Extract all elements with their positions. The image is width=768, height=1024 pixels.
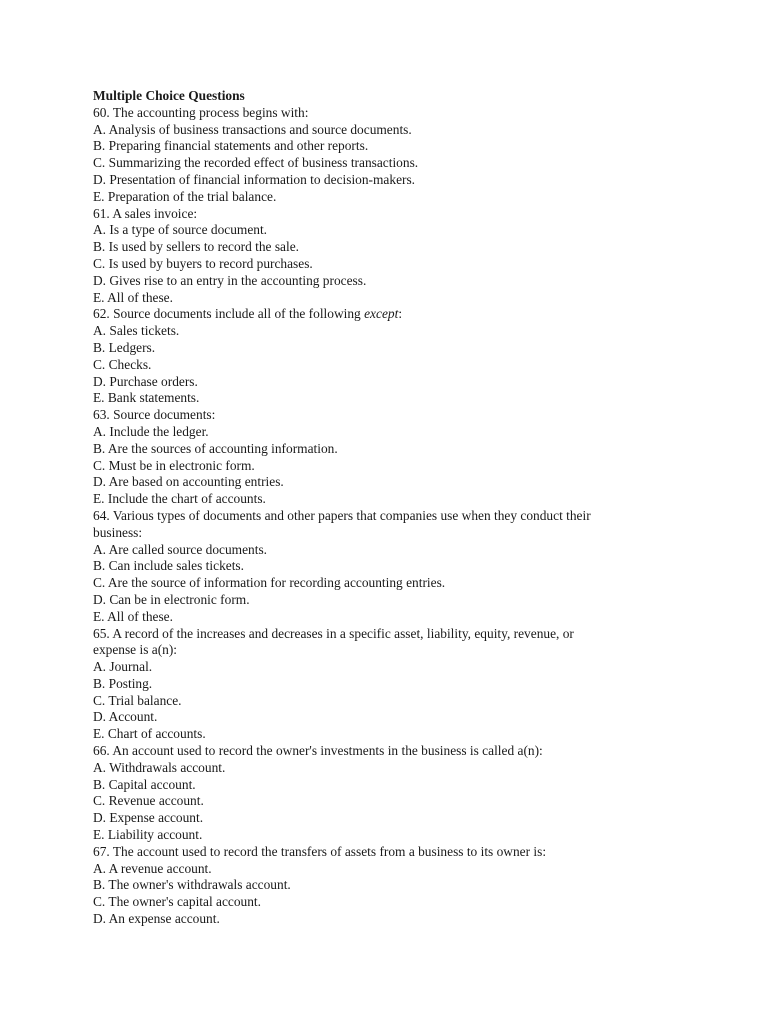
question-stem: 66. An account used to record the owner's investments in the business is called a(n): — [93, 743, 543, 759]
option-c: C. Trial balance. — [93, 692, 182, 708]
question-stem-end: : — [398, 306, 403, 322]
option-e: E. Liability account. — [93, 827, 203, 843]
option-d: D. Can be in electronic form. — [93, 591, 250, 607]
question-stem: 64. Various types of documents and other papers that companies use when they conduct their — [93, 507, 591, 523]
option-b: B. Posting. — [93, 675, 153, 691]
question-65 — [93, 626, 693, 744]
option-a: A. Sales tickets. — [93, 323, 180, 339]
question-stem: 63. Source documents: — [93, 407, 216, 423]
question-stem-text: 62. Source documents include all of the following — [93, 306, 365, 322]
question-66 — [93, 743, 693, 844]
option-b: B. Ledgers. — [93, 339, 156, 355]
question-67 — [93, 844, 693, 928]
option-a: A. Analysis of business transactions and source documents. — [93, 121, 412, 137]
option-c: C. Summarizing the recorded effect of business transactions. — [93, 155, 419, 171]
option-a: A. Is a type of source document. — [93, 222, 268, 238]
question-stem: 60. The accounting process begins with: — [93, 104, 309, 120]
option-a: A. A revenue account. — [93, 860, 212, 876]
option-e: E. Preparation of the trial balance. — [93, 188, 277, 204]
option-b: B. Are the sources of accounting information. — [93, 440, 338, 456]
option-d: D. Presentation of financial information to decision-makers. — [93, 171, 416, 187]
option-e: E. Bank statements. — [93, 390, 200, 406]
option-b: B. The owner's withdrawals account. — [93, 877, 291, 893]
question-63 — [93, 407, 693, 508]
option-c: C. Must be in electronic form. — [93, 457, 255, 473]
question-60 — [93, 105, 693, 206]
question-stem-continued: business: — [93, 524, 143, 540]
option-e: E. All of these. — [93, 289, 173, 305]
option-d: D. An expense account. — [93, 911, 220, 927]
document-page — [93, 88, 693, 928]
question-stem: 67. The account used to record the transfers of assets from a business to its owner is: — [93, 843, 547, 859]
option-a: A. Include the ledger. — [93, 423, 209, 439]
option-d: D. Account. — [93, 709, 158, 725]
option-b: B. Capital account. — [93, 776, 196, 792]
option-e: E. All of these. — [93, 608, 173, 624]
question-stem — [93, 306, 693, 323]
option-c: C. Are the source of information for recording accounting entries. — [93, 575, 446, 591]
question-61 — [93, 206, 693, 307]
option-b: B. Preparing financial statements and other reports. — [93, 138, 369, 154]
option-c: C. Revenue account. — [93, 793, 204, 809]
option-a: A. Withdrawals account. — [93, 759, 226, 775]
option-e: E. Chart of accounts. — [93, 726, 206, 742]
question-stem: 65. A record of the increases and decreases in a specific asset, liability, equity, revenue, or — [93, 625, 574, 641]
option-d: D. Expense account. — [93, 810, 204, 826]
option-b: B. Can include sales tickets. — [93, 558, 244, 574]
page-title: Multiple Choice Questions — [93, 88, 245, 103]
option-c: C. Is used by buyers to record purchases. — [93, 255, 313, 271]
option-c: C. Checks. — [93, 356, 152, 372]
option-b: B. Is used by sellers to record the sale. — [93, 239, 300, 255]
option-e: E. Include the chart of accounts. — [93, 491, 266, 507]
question-64 — [93, 508, 693, 626]
option-d: D. Gives rise to an entry in the accounting process. — [93, 272, 367, 288]
option-a: A. Journal. — [93, 659, 153, 675]
question-stem-continued: expense is a(n): — [93, 642, 178, 658]
question-stem: 61. A sales invoice: — [93, 205, 198, 221]
option-c: C. The owner's capital account. — [93, 894, 262, 910]
option-d: D. Purchase orders. — [93, 373, 198, 389]
question-stem-emphasis: except — [364, 306, 399, 322]
option-d: D. Are based on accounting entries. — [93, 474, 284, 490]
option-a: A. Are called source documents. — [93, 541, 268, 557]
question-62 — [93, 306, 693, 407]
